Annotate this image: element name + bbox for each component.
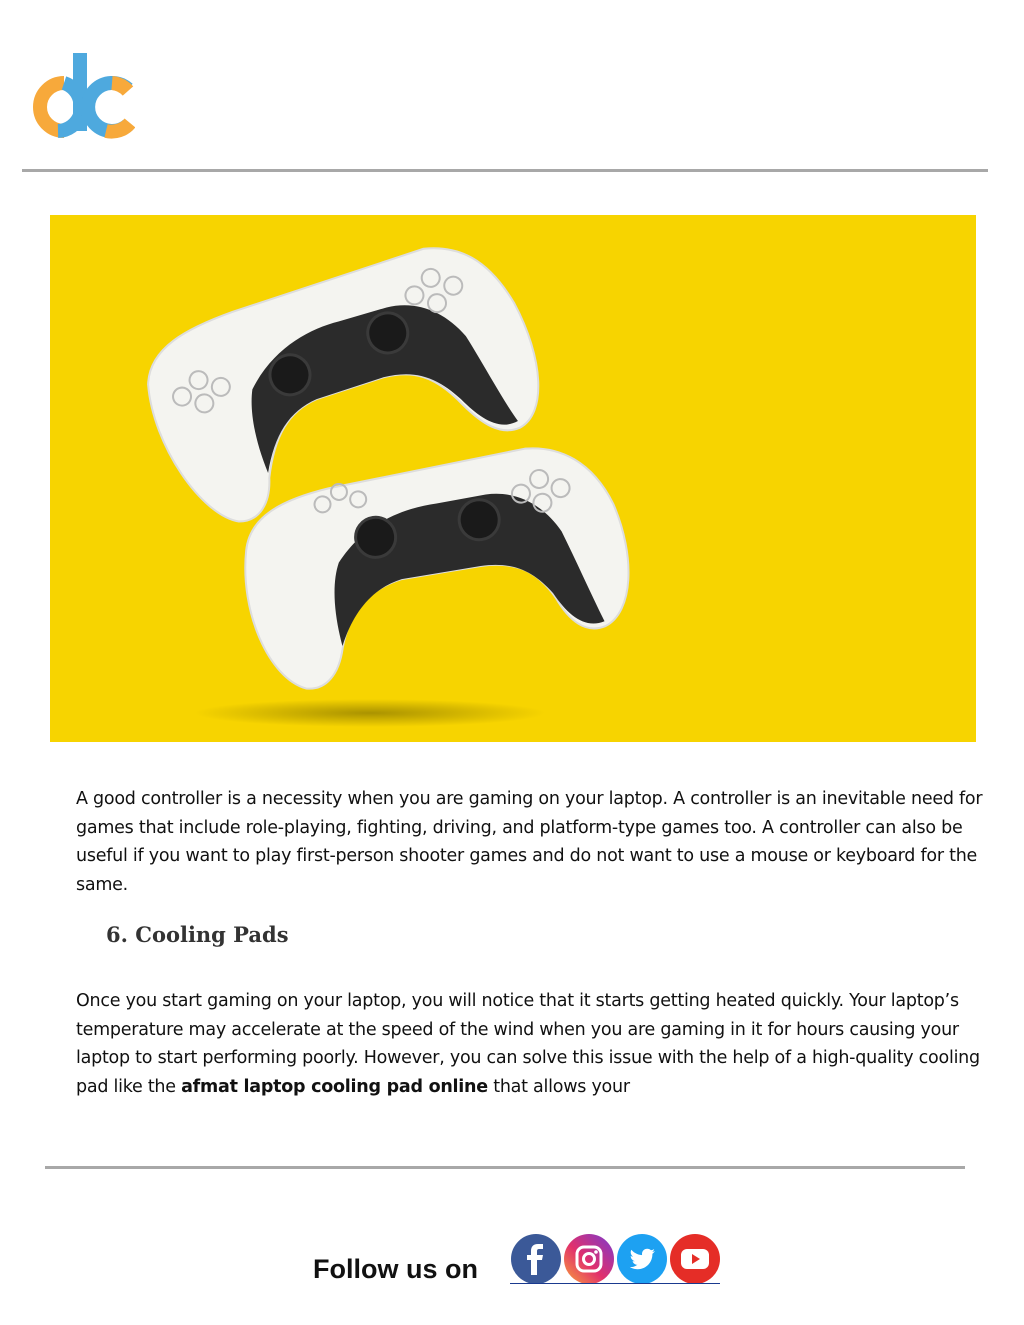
social-links-underline [510, 1283, 720, 1284]
twitter-icon[interactable] [616, 1233, 668, 1285]
youtube-icon[interactable] [669, 1233, 721, 1285]
follow-us-label: Follow us on [313, 1254, 478, 1284]
cooling-pad-link-text: afmat laptop cooling pad online [181, 1076, 488, 1097]
section-heading-cooling-pads: 6. Cooling Pads [106, 922, 289, 947]
hero-image [50, 215, 976, 742]
paragraph-cooling-pads [76, 987, 1001, 1101]
footer-divider [45, 1166, 965, 1169]
instagram-icon[interactable] [563, 1233, 615, 1285]
dc-logo [20, 45, 135, 140]
facebook-icon[interactable] [510, 1233, 562, 1285]
paragraph-text-start: Once you start gaming on your laptop, you will notice that it starts getting heated quickly. Your laptop’s temperature may accelerate at the speed of the wind when you are gaming in it for hours causing your laptop to start performing poorly. However, you can solve this issue with the help of a high-quality cooling pad like the [76, 991, 980, 1097]
paragraph-text-end: that allows your [487, 1076, 630, 1097]
paragraph-controller: A good controller is a necessity when you are gaming on your laptop. A controller is an inevitable need for games that include role-playing, fighting, driving, and platform-type games too. A controller can also be useful if you want to play first-person shooter games and do not want to use a mouse or keyboard for the same. [76, 789, 983, 895]
controller-bottom [233, 437, 640, 696]
header-divider [22, 169, 988, 172]
controllers-illustration [50, 215, 976, 742]
social-icons [510, 1233, 722, 1287]
